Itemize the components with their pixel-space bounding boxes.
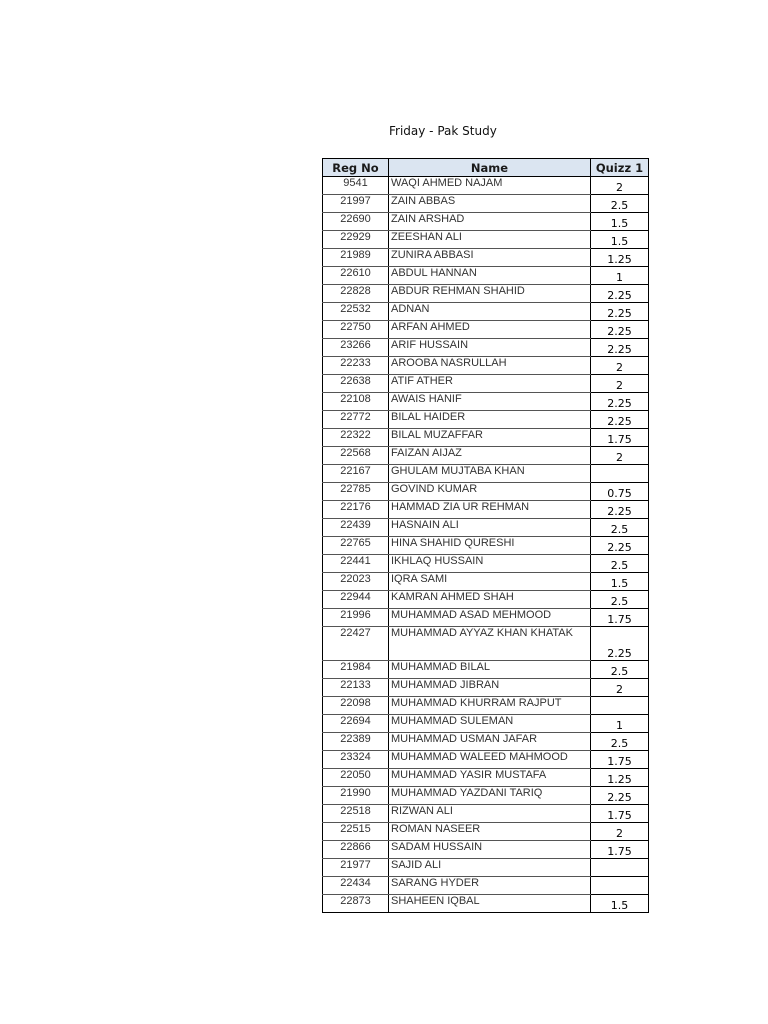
reg-no-cell: 22568 xyxy=(323,447,389,465)
student-name-cell: AWAIS HANIF xyxy=(389,393,591,411)
reg-no-cell: 22098 xyxy=(323,697,389,715)
student-name-cell: IQRA SAMI xyxy=(389,573,591,591)
student-name-cell: IKHLAQ HUSSAIN xyxy=(389,555,591,573)
student-name-cell: MUHAMMAD JIBRAN xyxy=(389,679,591,697)
student-name-cell: GOVIND KUMAR xyxy=(389,483,591,501)
table-row xyxy=(323,177,649,195)
quiz-score-cell: 1.75 xyxy=(591,609,649,627)
student-name-cell: MUHAMMAD YASIR MUSTAFA xyxy=(389,769,591,787)
table-row xyxy=(323,483,649,501)
quiz-score-cell: 0.75 xyxy=(591,483,649,501)
quiz-score-cell: 2 xyxy=(591,357,649,375)
column-header-reg-no: Reg No xyxy=(323,159,389,177)
quiz-score-cell: 2.25 xyxy=(591,393,649,411)
reg-no-cell: 22441 xyxy=(323,555,389,573)
table-row xyxy=(323,841,649,859)
reg-no-cell: 22866 xyxy=(323,841,389,859)
table-row xyxy=(323,537,649,555)
quiz-score-cell: 1.5 xyxy=(591,573,649,591)
reg-no-cell: 22785 xyxy=(323,483,389,501)
quiz-score-cell xyxy=(591,877,649,895)
reg-no-cell: 9541 xyxy=(323,177,389,195)
reg-no-cell: 21977 xyxy=(323,859,389,877)
student-name-cell: BILAL MUZAFFAR xyxy=(389,429,591,447)
reg-no-cell: 22765 xyxy=(323,537,389,555)
student-name-cell: HASNAIN ALI xyxy=(389,519,591,537)
reg-no-cell: 22133 xyxy=(323,679,389,697)
reg-no-cell: 22023 xyxy=(323,573,389,591)
table-row xyxy=(323,447,649,465)
student-name-cell: ZAIN ABBAS xyxy=(389,195,591,213)
table-row xyxy=(323,519,649,537)
student-name-cell: ABDUR REHMAN SHAHID xyxy=(389,285,591,303)
student-name-cell: MUHAMMAD KHURRAM RAJPUT xyxy=(389,697,591,715)
student-name-cell: ZUNIRA ABBASI xyxy=(389,249,591,267)
quiz-score-cell: 1 xyxy=(591,267,649,285)
table-row xyxy=(323,573,649,591)
reg-no-cell: 21989 xyxy=(323,249,389,267)
student-name-cell: ARIF HUSSAIN xyxy=(389,339,591,357)
student-name-cell: MUHAMMAD BILAL xyxy=(389,661,591,679)
quiz-score-cell: 1.75 xyxy=(591,805,649,823)
table-row xyxy=(323,321,649,339)
table-row xyxy=(323,231,649,249)
table-row xyxy=(323,751,649,769)
quiz-score-cell: 1.5 xyxy=(591,895,649,913)
table-row xyxy=(323,591,649,609)
table-row xyxy=(323,375,649,393)
table-row xyxy=(323,285,649,303)
table-row xyxy=(323,267,649,285)
student-name-cell: FAIZAN AIJAZ xyxy=(389,447,591,465)
reg-no-cell: 22944 xyxy=(323,591,389,609)
student-name-cell: ZEESHAN ALI xyxy=(389,231,591,249)
student-name-cell: SARANG HYDER xyxy=(389,877,591,895)
reg-no-cell: 23324 xyxy=(323,751,389,769)
quiz-score-cell: 1.5 xyxy=(591,231,649,249)
quiz-score-cell: 2.5 xyxy=(591,661,649,679)
table-row xyxy=(323,895,649,913)
reg-no-cell: 22518 xyxy=(323,805,389,823)
student-name-cell: MUHAMMAD SULEMAN xyxy=(389,715,591,733)
reg-no-cell: 21996 xyxy=(323,609,389,627)
quiz-score-cell: 2.5 xyxy=(591,555,649,573)
table-row xyxy=(323,715,649,733)
reg-no-cell: 21997 xyxy=(323,195,389,213)
quiz-score-cell: 2.25 xyxy=(591,787,649,805)
table-row xyxy=(323,501,649,519)
table-row xyxy=(323,213,649,231)
student-name-cell: MUHAMMAD USMAN JAFAR xyxy=(389,733,591,751)
student-name-cell: BILAL HAIDER xyxy=(389,411,591,429)
reg-no-cell: 22050 xyxy=(323,769,389,787)
quiz-score-cell xyxy=(591,697,649,715)
header-row xyxy=(323,159,649,177)
reg-no-cell: 22694 xyxy=(323,715,389,733)
quiz-score-cell: 2 xyxy=(591,823,649,841)
student-name-cell: HINA SHAHID QURESHI xyxy=(389,537,591,555)
table-row xyxy=(323,195,649,213)
table-row xyxy=(323,609,649,627)
reg-no-cell: 22690 xyxy=(323,213,389,231)
student-name-cell: SADAM HUSSAIN xyxy=(389,841,591,859)
student-name-cell: SAJID ALI xyxy=(389,859,591,877)
table-row xyxy=(323,661,649,679)
table-row xyxy=(323,465,649,483)
reg-no-cell: 22434 xyxy=(323,877,389,895)
student-name-cell: MUHAMMAD ASAD MEHMOOD xyxy=(389,609,591,627)
quiz-score-cell: 2 xyxy=(591,177,649,195)
quiz-score-cell: 1.75 xyxy=(591,429,649,447)
reg-no-cell: 22610 xyxy=(323,267,389,285)
quiz-score-cell: 2.25 xyxy=(591,303,649,321)
grade-table xyxy=(322,158,649,913)
table-row xyxy=(323,697,649,715)
page-title: Friday - Pak Study xyxy=(389,124,497,138)
table-row xyxy=(323,823,649,841)
table-row xyxy=(323,805,649,823)
quiz-score-cell: 2.25 xyxy=(591,627,649,661)
table-row xyxy=(323,627,649,661)
student-name-cell: KAMRAN AHMED SHAH xyxy=(389,591,591,609)
reg-no-cell: 22108 xyxy=(323,393,389,411)
column-header-name: Name xyxy=(389,159,591,177)
student-name-cell: SHAHEEN IQBAL xyxy=(389,895,591,913)
reg-no-cell: 22322 xyxy=(323,429,389,447)
quiz-score-cell: 2.5 xyxy=(591,519,649,537)
quiz-score-cell: 2.25 xyxy=(591,501,649,519)
table-row xyxy=(323,357,649,375)
table-row xyxy=(323,555,649,573)
reg-no-cell: 22772 xyxy=(323,411,389,429)
quiz-score-cell: 1.75 xyxy=(591,751,649,769)
reg-no-cell: 22873 xyxy=(323,895,389,913)
quiz-score-cell: 2.25 xyxy=(591,339,649,357)
quiz-score-cell: 2.25 xyxy=(591,537,649,555)
table-row xyxy=(323,339,649,357)
reg-no-cell: 23266 xyxy=(323,339,389,357)
table-body xyxy=(323,177,649,913)
reg-no-cell: 22233 xyxy=(323,357,389,375)
student-name-cell: ROMAN NASEER xyxy=(389,823,591,841)
student-name-cell: RIZWAN ALI xyxy=(389,805,591,823)
table-row xyxy=(323,429,649,447)
table-row xyxy=(323,859,649,877)
quiz-score-cell: 2.5 xyxy=(591,195,649,213)
table-row xyxy=(323,679,649,697)
quiz-score-cell: 1.25 xyxy=(591,249,649,267)
quiz-score-cell: 2 xyxy=(591,447,649,465)
quiz-score-cell xyxy=(591,859,649,877)
student-name-cell: ZAIN ARSHAD xyxy=(389,213,591,231)
quiz-score-cell: 2.5 xyxy=(591,733,649,751)
student-name-cell: MUHAMMAD YAZDANI TARIQ xyxy=(389,787,591,805)
table-row xyxy=(323,411,649,429)
student-name-cell: ATIF ATHER xyxy=(389,375,591,393)
reg-no-cell: 22176 xyxy=(323,501,389,519)
reg-no-cell: 21990 xyxy=(323,787,389,805)
student-name-cell: AROOBA NASRULLAH xyxy=(389,357,591,375)
student-name-cell: WAQI AHMED NAJAM xyxy=(389,177,591,195)
quiz-score-cell: 1 xyxy=(591,715,649,733)
student-name-cell: ARFAN AHMED xyxy=(389,321,591,339)
reg-no-cell: 22929 xyxy=(323,231,389,249)
table-row xyxy=(323,787,649,805)
quiz-score-cell: 2.25 xyxy=(591,285,649,303)
reg-no-cell: 22515 xyxy=(323,823,389,841)
quiz-score-cell: 2 xyxy=(591,679,649,697)
reg-no-cell: 21984 xyxy=(323,661,389,679)
table-row xyxy=(323,249,649,267)
table-row xyxy=(323,393,649,411)
student-name-cell: ABDUL HANNAN xyxy=(389,267,591,285)
reg-no-cell: 22427 xyxy=(323,627,389,661)
quiz-score-cell: 2 xyxy=(591,375,649,393)
column-header-quiz-1: Quizz 1 xyxy=(591,159,649,177)
quiz-score-cell: 1.75 xyxy=(591,841,649,859)
reg-no-cell: 22389 xyxy=(323,733,389,751)
student-name-cell: ADNAN xyxy=(389,303,591,321)
reg-no-cell: 22167 xyxy=(323,465,389,483)
quiz-score-cell xyxy=(591,465,649,483)
reg-no-cell: 22828 xyxy=(323,285,389,303)
quiz-score-cell: 2.25 xyxy=(591,411,649,429)
quiz-score-cell: 2.5 xyxy=(591,591,649,609)
table-row xyxy=(323,733,649,751)
reg-no-cell: 22750 xyxy=(323,321,389,339)
reg-no-cell: 22638 xyxy=(323,375,389,393)
table-row xyxy=(323,877,649,895)
student-name-cell: MUHAMMAD WALEED MAHMOOD xyxy=(389,751,591,769)
quiz-score-cell: 1.5 xyxy=(591,213,649,231)
quiz-score-cell: 2.25 xyxy=(591,321,649,339)
quiz-score-cell: 1.25 xyxy=(591,769,649,787)
student-name-cell: HAMMAD ZIA UR REHMAN xyxy=(389,501,591,519)
reg-no-cell: 22532 xyxy=(323,303,389,321)
student-name-cell: GHULAM MUJTABA KHAN xyxy=(389,465,591,483)
table-row xyxy=(323,769,649,787)
student-name-cell: MUHAMMAD AYYAZ KHAN KHATAK xyxy=(389,627,591,661)
table-row xyxy=(323,303,649,321)
reg-no-cell: 22439 xyxy=(323,519,389,537)
